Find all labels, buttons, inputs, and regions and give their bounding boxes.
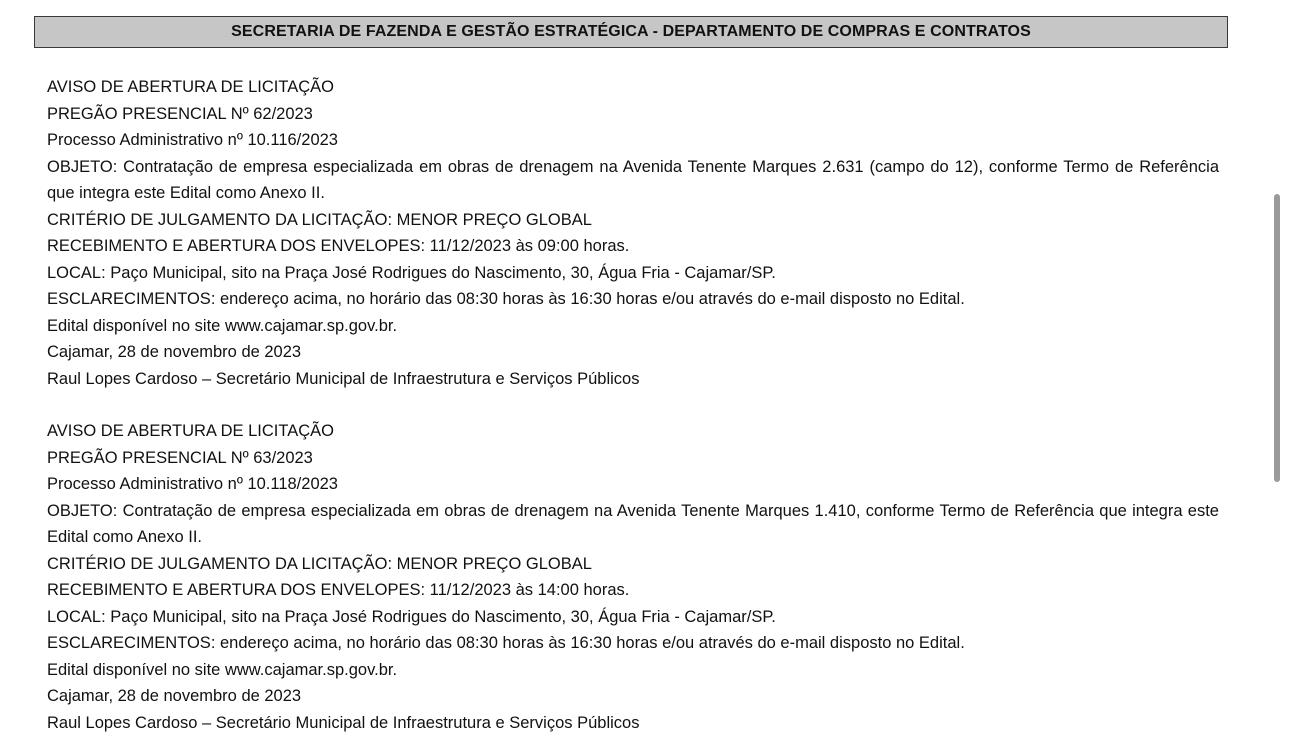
notice-heading: AVISO DE ABERTURA DE LICITAÇÃO: [47, 78, 334, 96]
notice-pregao-62: [47, 74, 1219, 392]
notice-opening-date: RECEBIMENTO E ABERTURA DOS ENVELOPES: 11/12/2023 às 09:00 horas.: [47, 237, 630, 255]
notice-criteria: CRITÉRIO DE JULGAMENTO DA LICITAÇÃO: MENOR PREÇO GLOBAL: [47, 554, 592, 573]
notice-criteria: CRITÉRIO DE JULGAMENTO DA LICITAÇÃO: MENOR PREÇO GLOBAL: [47, 210, 592, 229]
notice-date: Cajamar, 28 de novembro de 2023: [47, 343, 302, 361]
notice-object: OBJETO: Contratação de empresa especializada em obras de drenagem na Avenida Tenente Marques 2.631 (campo do 12), conforme Termo de Referência que integra este Edital como Anexo II.: [47, 157, 1219, 202]
notice-process-number: Processo Administrativo nº 10.118/2023: [47, 475, 338, 493]
vertical-scrollbar[interactable]: [1274, 190, 1282, 486]
notice-date: Cajamar, 28 de novembro de 2023: [47, 687, 302, 705]
notice-process-number: Processo Administrativo nº 10.116/2023: [47, 131, 338, 149]
notice-clarifications: ESCLARECIMENTOS: endereço acima, no horário das 08:30 horas às 16:30 horas e/ou através do e-mail disposto no Edital.: [47, 634, 965, 652]
notice-edital-site: Edital disponível no site www.cajamar.sp.gov.br.: [47, 660, 398, 679]
notice-clarifications: ESCLARECIMENTOS: endereço acima, no horário das 08:30 horas às 16:30 horas e/ou através do e-mail disposto no Edital.: [47, 290, 965, 308]
notice-pregao-63: [47, 418, 1219, 736]
section-header: [34, 16, 1228, 48]
notice-pregao-number: PREGÃO PRESENCIAL Nº 63/2023: [47, 448, 313, 467]
notice-signature: Raul Lopes Cardoso – Secretário Municipal de Infraestrutura e Serviços Públicos: [47, 369, 640, 388]
notice-pregao-number: PREGÃO PRESENCIAL Nº 62/2023: [47, 104, 313, 123]
section-title: SECRETARIA DE FAZENDA E GESTÃO ESTRATÉGICA - DEPARTAMENTO DE COMPRAS E CONTRATOS: [231, 23, 1031, 40]
scrollbar-thumb[interactable]: [1274, 194, 1280, 482]
notice-location: LOCAL: Paço Municipal, sito na Praça José Rodrigues do Nascimento, 30, Água Fria - Cajamar/SP.: [47, 263, 776, 282]
notice-location: LOCAL: Paço Municipal, sito na Praça José Rodrigues do Nascimento, 30, Água Fria - Cajamar/SP.: [47, 607, 776, 626]
notice-edital-site: Edital disponível no site www.cajamar.sp.gov.br.: [47, 316, 398, 335]
notice-signature: Raul Lopes Cardoso – Secretário Municipal de Infraestrutura e Serviços Públicos: [47, 713, 640, 732]
notice-object: OBJETO: Contratação de empresa especializada em obras de drenagem na Avenida Tenente Marques 1.410, conforme Termo de Referência que integra este Edital como Anexo II.: [47, 501, 1219, 546]
notice-opening-date: RECEBIMENTO E ABERTURA DOS ENVELOPES: 11/12/2023 às 14:00 horas.: [47, 581, 630, 599]
notice-heading: AVISO DE ABERTURA DE LICITAÇÃO: [47, 422, 334, 440]
